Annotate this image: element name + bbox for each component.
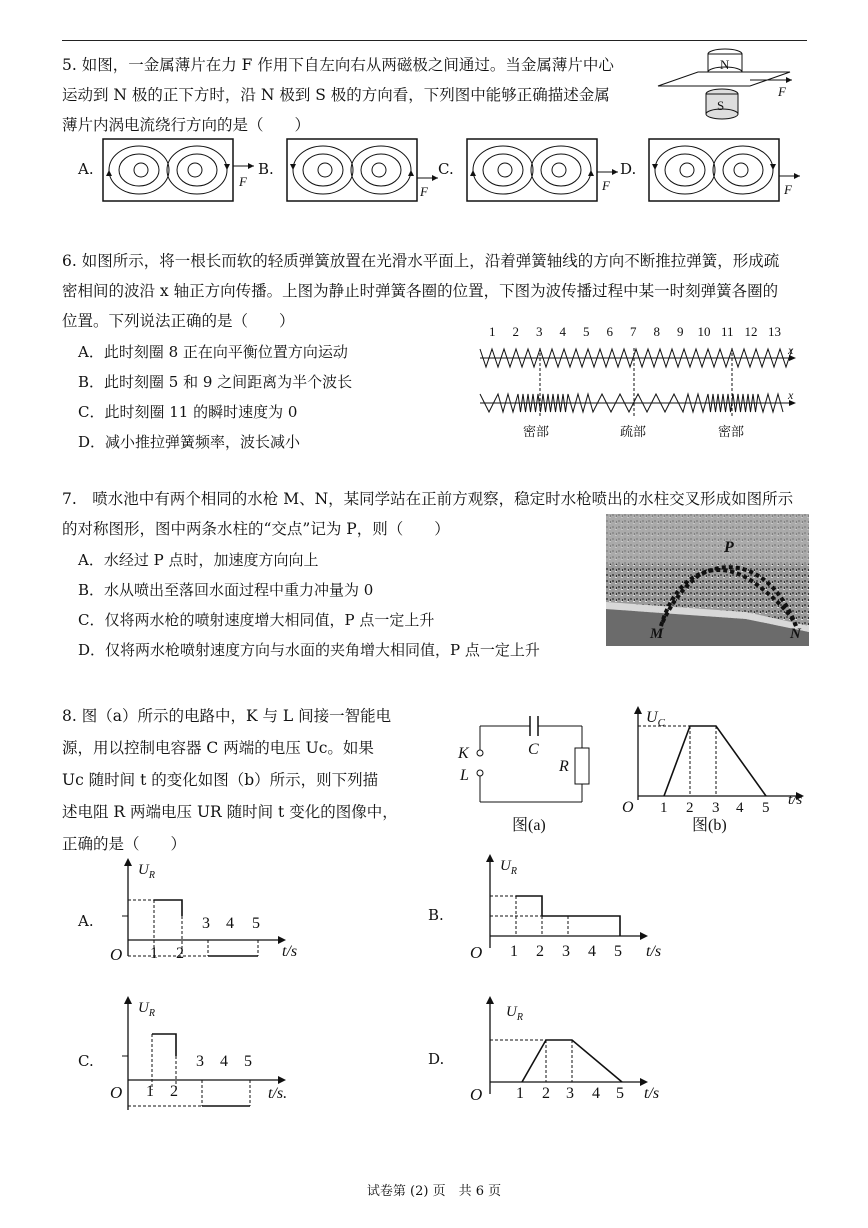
q6-line2: 密相间的波沿 x 轴正方向传播。上图为静止时弹簧各圈的位置，下图为波传播过程中某一时刻弹簧各圈的 [62, 282, 779, 300]
q5-option-d-diagram [646, 136, 806, 206]
ur-c-tick-5: 5 [244, 1053, 252, 1070]
q6-option-d: D．减小推拉弹簧频率，波长减小 [78, 433, 301, 451]
page-footer: 试卷第 (2) 页 共 6 页 [366, 1184, 502, 1199]
q8-option-c-label: C. [78, 1052, 94, 1070]
q6-line3: 位置。下列说法正确的是（ ） [62, 312, 295, 330]
ur-a-tick-2: 2 [176, 945, 184, 962]
ur-b-tick-1: 1 [510, 943, 518, 960]
ur-a-tick-4: 4 [226, 915, 234, 932]
q5-line1: 5. 如图，一金属薄片在力 F 作用下自左向右从两磁极之间通过。当金属薄片中心 [62, 56, 614, 74]
coil-number-9: 9 [677, 324, 684, 339]
q8-option-c-graph [104, 990, 304, 1114]
ur-c-tick-4: 4 [220, 1053, 228, 1070]
ur-d-y-label: $U_R$ [506, 1004, 523, 1023]
ur-b-tick-2: 2 [536, 943, 544, 960]
q5-option-b-label: B. [258, 160, 274, 178]
uc-tick-3: 3 [712, 800, 720, 816]
q5-line3: 薄片内涡电流绕行方向的是（ ） [62, 116, 311, 134]
spring-top-axis-label: x [788, 343, 794, 357]
coil-numbers [489, 324, 781, 339]
coil-number-3: 3 [536, 324, 543, 339]
ur-b-tick-4: 4 [588, 943, 596, 960]
magnet-force-label: F [778, 84, 786, 99]
q7-option-c: C．仅将两水枪的喷射速度增大相同值，P 点一定上升 [78, 611, 435, 629]
q6-option-b: B．此时刻圈 5 和 9 之间距离为半个波长 [78, 373, 353, 391]
photo-label-p: P [724, 539, 734, 556]
coil-number-7: 7 [630, 324, 637, 339]
uc-tick-5: 5 [762, 800, 770, 816]
ur-a-y-label: $U_R$ [138, 862, 155, 881]
q5-option-a-diagram [100, 136, 260, 206]
q6-line1: 6. 如图所示，将一根长而软的轻质弹簧放置在光滑水平面上，沿着弹簧轴线的方向不断推拉弹簧，形成疏 [62, 252, 780, 270]
sparse-label: 疏部 [620, 424, 647, 439]
uc-tick-4: 4 [736, 800, 744, 816]
q7-line2: 的对称图形，图中两条水柱的“交点”记为 P，则（ ） [62, 520, 450, 538]
q5-magnet-figure [650, 44, 800, 126]
circuit-k-label: K [458, 745, 469, 762]
q8-line1: 8. 图（a）所示的电路中，K 与 L 间接一智能电 [62, 707, 392, 725]
q5-option-c-label: C. [438, 160, 454, 178]
q7-line1: 7. 喷水池中有两个相同的水枪 M、N，某同学站在正前方观察，稳定时水枪喷出的水柱交叉形成如图所示 [62, 490, 794, 508]
magnet-n-label: N [720, 57, 730, 72]
ur-b-y-label: $U_R$ [500, 858, 517, 877]
q8-option-a-label: A. [78, 912, 94, 930]
q8-uc-graph [614, 700, 814, 838]
coil-number-12: 12 [744, 324, 758, 339]
ur-d-x-label: t/s [644, 1085, 660, 1102]
ur-b-origin: O [470, 943, 483, 962]
ur-c-curve-1 [152, 1034, 176, 1056]
ur-c-x-label: t/s. [268, 1085, 288, 1102]
ur-a-tick-3: 3 [202, 915, 210, 932]
q8-line2: 源，用以控制电容器 C 两端的电压 Uc。如果 [62, 739, 374, 757]
q7-option-d: D．仅将两水枪喷射速度方向与水面的夹角增大相同值，P 点一定上升 [78, 641, 540, 659]
q5d-force-label: F [784, 182, 792, 197]
uc-tick-2: 2 [686, 800, 694, 816]
q7-options [78, 545, 540, 665]
coil-number-11: 11 [721, 324, 734, 339]
q6-option-c: C．此时刻圈 11 的瞬时速度为 0 [78, 403, 298, 421]
q8-line4: 述电阻 R 两端电压 UR 随时间 t 变化的图像中， [62, 803, 398, 821]
ur-d-tick-4: 4 [592, 1085, 600, 1102]
coil-number-8: 8 [653, 324, 660, 339]
ur-c-origin: O [110, 1083, 123, 1102]
coil-number-6: 6 [606, 324, 613, 339]
ur-a-tick-5: 5 [252, 915, 260, 932]
uc-y-label: $U_C$ [646, 709, 665, 729]
ur-b-curve-2 [542, 916, 620, 936]
q5-line2: 运动到 N 极的正下方时，沿 N 极到 S 极的方向看，下列图中能够正确描述金属 [62, 86, 610, 104]
q7-option-a: A．水经过 P 点时，加速度方向向上 [78, 551, 319, 569]
uc-caption: 图(b) [692, 817, 727, 834]
q8-circuit-figure [450, 710, 600, 838]
ur-d-origin: O [470, 1085, 483, 1104]
q5-option-b-diagram [284, 136, 444, 206]
dense-label-1: 密部 [523, 424, 550, 439]
ur-c-tick-2: 2 [170, 1083, 178, 1100]
coil-number-5: 5 [583, 324, 590, 339]
ur-d-tick-3: 3 [566, 1085, 574, 1102]
ur-c-tick-1: 1 [146, 1083, 154, 1100]
q8-line5: 正确的是（ ） [62, 835, 187, 853]
ur-a-x-label: t/s [282, 943, 298, 960]
magnet-s-label: S [717, 98, 725, 113]
ur-a-origin: O [110, 945, 123, 964]
ur-d-tick-5: 5 [616, 1085, 624, 1102]
circuit-l-label: L [460, 767, 469, 784]
coil-number-4: 4 [559, 324, 566, 339]
q5-option-d-label: D. [620, 160, 637, 178]
q5-option-c-diagram [464, 136, 624, 206]
q5a-force-label: F [239, 174, 247, 189]
q8-option-a-graph [104, 852, 304, 972]
coil-number-10: 10 [697, 324, 711, 339]
q8-option-b-graph [466, 848, 666, 968]
uc-x-label: t/s [788, 792, 803, 808]
question-8-text [62, 700, 398, 860]
ur-d-tick-2: 2 [542, 1085, 550, 1102]
coil-number-13: 13 [768, 324, 781, 339]
ur-d-tick-1: 1 [516, 1085, 524, 1102]
q5-option-a-label: A. [78, 160, 94, 178]
photo-label-m: M [650, 626, 664, 642]
photo-label-n: N [790, 626, 801, 642]
q5b-force-label: F [420, 184, 428, 199]
circuit-c-label: C [528, 741, 539, 758]
ur-b-curve-1 [516, 896, 542, 916]
q8-option-b-label: B. [428, 906, 444, 924]
q6-spring-figure [470, 318, 810, 448]
q8-line3: Uc 随时间 t 的变化如图（b）所示，则下列描 [62, 771, 379, 789]
uc-origin: O [622, 799, 634, 816]
ur-c-tick-3: 3 [196, 1053, 204, 1070]
ur-b-tick-5: 5 [614, 943, 622, 960]
q8-option-d-label: D. [428, 1050, 445, 1068]
q6-option-a: A．此时刻圈 8 正在向平衡位置方向运动 [78, 343, 348, 361]
circuit-caption: 图(a) [512, 817, 546, 834]
ur-a-tick-1: 1 [150, 945, 158, 962]
q7-option-b: B．水从喷出至落回水面过程中重力冲量为 0 [78, 581, 374, 599]
coil-number-1: 1 [489, 324, 496, 339]
q8-option-d-graph [466, 990, 666, 1110]
q7-fountain-photo [606, 514, 809, 646]
q6-options [78, 337, 352, 457]
question-5-text [62, 50, 614, 140]
ur-a-curve-1 [154, 900, 182, 916]
ur-b-tick-3: 3 [562, 943, 570, 960]
ur-c-y-label: $U_R$ [138, 1000, 155, 1019]
q5c-force-label: F [602, 178, 610, 193]
ur-b-x-label: t/s [646, 943, 662, 960]
spring-bottom-axis-label: x [788, 388, 794, 402]
uc-tick-1: 1 [660, 800, 668, 816]
circuit-r-label: R [559, 758, 569, 775]
dense-label-2: 密部 [718, 424, 745, 439]
header-rule [62, 40, 807, 41]
coil-number-2: 2 [512, 324, 519, 339]
uc-curve [664, 726, 766, 796]
